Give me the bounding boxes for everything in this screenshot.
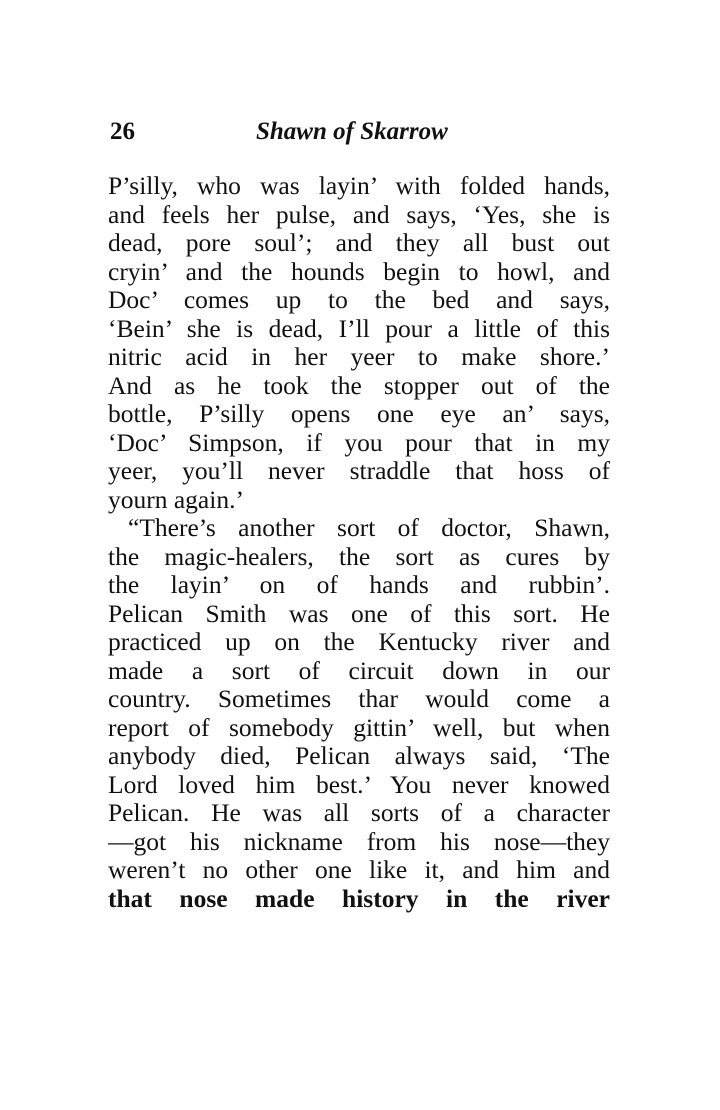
text-line-1: P’silly, who was layin’ with folded hands, [108, 172, 610, 200]
text-line-9: bottle, P’silly opens one eye an’ says, [108, 400, 610, 428]
book-title: Shawn of Skarrow [256, 118, 448, 145]
text-line-10: ‘Doc’ Simpson, if you pour that in my [108, 428, 610, 457]
text-line-8: And as he took the stopper out of the [108, 371, 610, 400]
text-line-20: report of somebody gittin’ well, but when [108, 713, 610, 742]
text-line-7: nitric acid in her yeer to make shore.’ [108, 343, 610, 371]
text-line-13: “There’s another sort of doctor, Shawn, [128, 514, 610, 542]
text-line-12: yourn again.’ [108, 485, 244, 514]
text-line-18: made a sort of circuit down in our [108, 656, 610, 685]
text-line-3: dead, pore soul’; and they all bust out [108, 229, 610, 257]
text-line-21: anybody died, Pelican always said, ‘The [108, 742, 610, 770]
text-line-17: practiced up on the Kentucky river and [108, 628, 610, 656]
text-line-25: weren’t no other one like it, and him and [108, 856, 610, 884]
running-head [110, 118, 610, 152]
text-line-11: yeer, you’ll never straddle that hoss of [108, 457, 610, 485]
text-line-16: Pelican Smith was one of this sort. He [108, 599, 610, 628]
text-line-15: the layin’ on of hands and rubbin’. [108, 571, 610, 599]
text-line-14: the magic-healers, the sort as cures by [108, 542, 610, 571]
text-line-4: cryin’ and the hounds begin to howl, and [108, 257, 610, 286]
text-line-6: ‘Bein’ she is dead, I’ll pour a little of this [108, 314, 610, 343]
text-line-2: and feels her pulse, and says, ‘Yes, she is [108, 200, 610, 229]
page-number: 26 [110, 118, 135, 145]
body-text [108, 172, 610, 913]
text-line-19: country. Sometimes thar would come a [108, 685, 610, 713]
text-line-22: Lord loved him best.’ You never knowed [108, 770, 610, 799]
text-line-24: —got his nickname from his nose—they [108, 827, 610, 856]
text-line-23: Pelican. He was all sorts of a character [108, 799, 610, 827]
text-line-5: Doc’ comes up to the bed and says, [108, 286, 610, 314]
text-line-26: that nose made history in the river [108, 884, 610, 913]
